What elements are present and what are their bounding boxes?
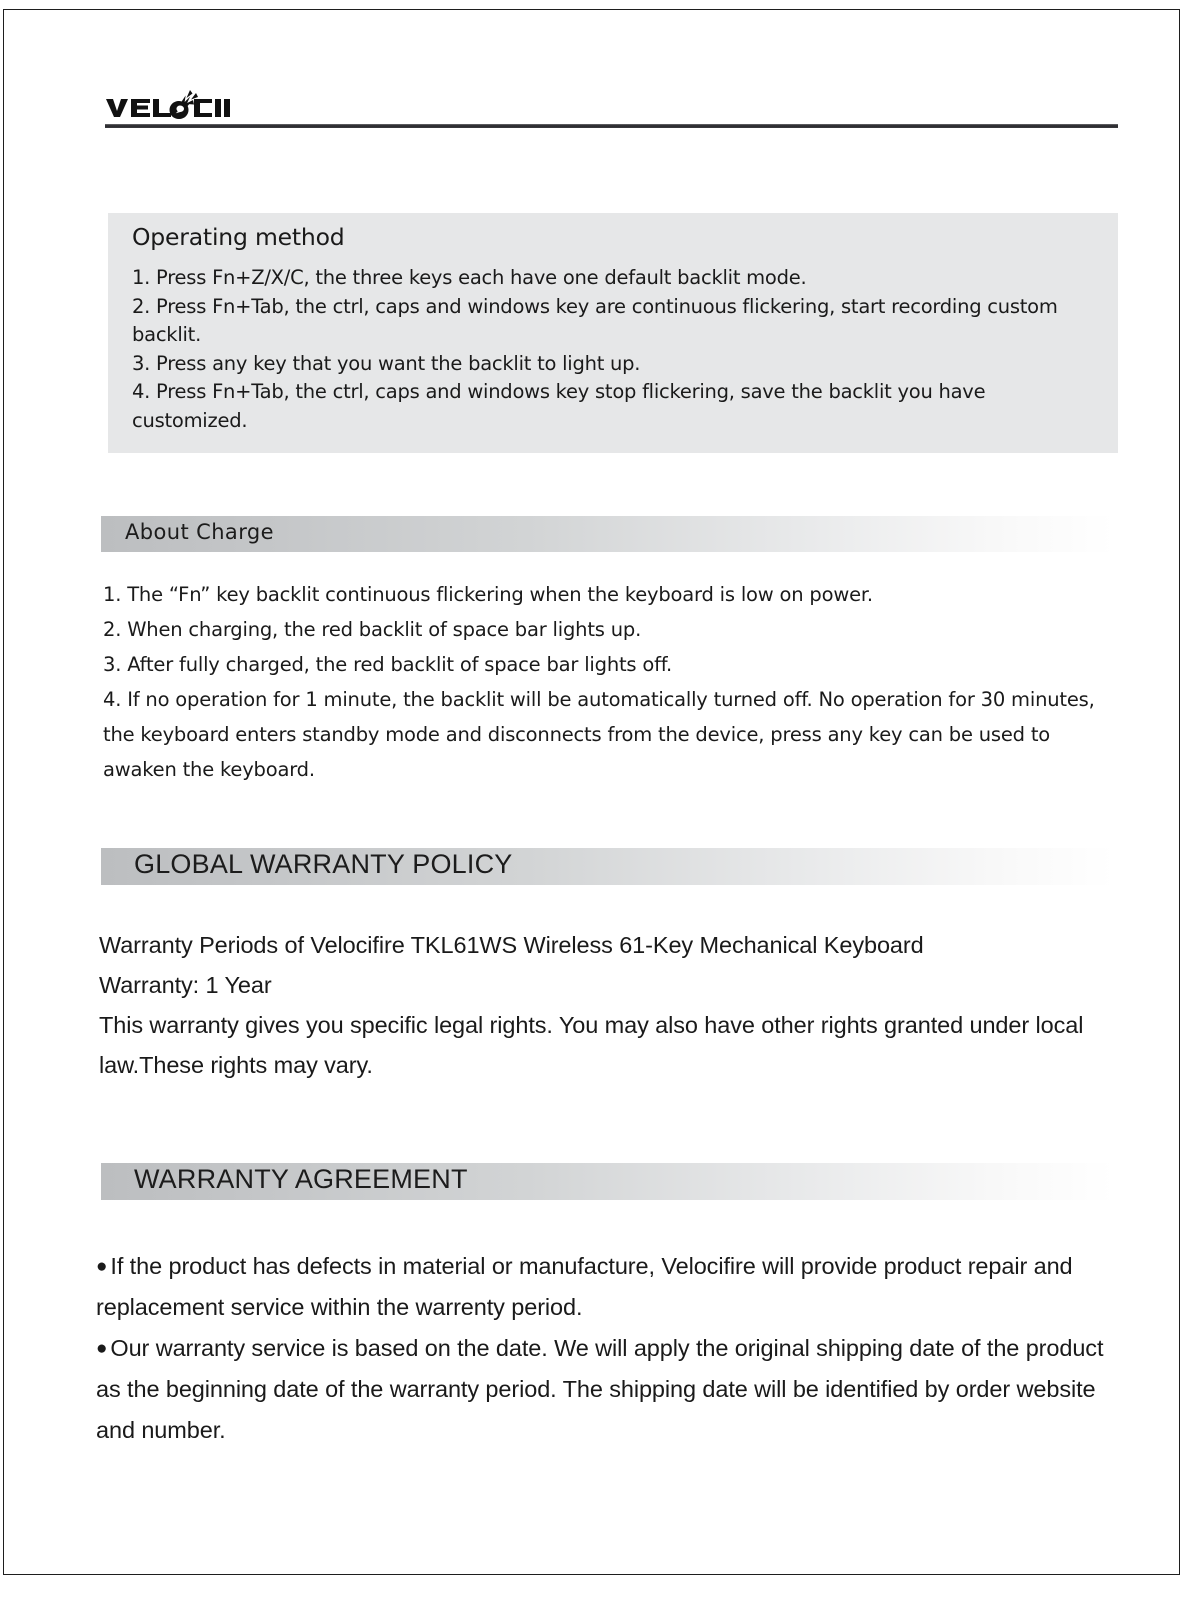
warranty-agreement-title: WARRANTY AGREEMENT [134, 1164, 468, 1194]
operating-method-body [132, 264, 1100, 435]
warranty-agreement-section-bar [101, 1163, 1114, 1200]
header-divider-rule [105, 124, 1118, 128]
operating-method-line-4: 4. Press Fn+Tab, the ctrl, caps and windows key stop flickering, save the backlit you have customized. [132, 380, 986, 432]
about-charge-title: About Charge [125, 520, 274, 544]
warranty-agreement-bullet-2 [96, 1328, 1131, 1451]
operating-method-line-3: 3. Press any key that you want the backlit to light up. [132, 351, 641, 375]
velocifire-logo [105, 86, 1118, 120]
operating-method-title: Operating method [132, 223, 345, 251]
velocifire-logo-svg [105, 86, 230, 120]
operating-method-line-1: 1. Press Fn+Z/X/C, the three keys each have one default backlit mode. [132, 266, 807, 289]
operating-method-panel [108, 213, 1118, 453]
global-warranty-policy-body [99, 925, 1129, 1085]
warranty-agreement-bullet-2-text: Our warranty service is based on the date. We will apply the original shipping date of the product as the beginning date of the warranty period. The shipping date will be identified by order website and number. [96, 1335, 1104, 1443]
policy-line-2: Warranty: 1 Year [99, 972, 272, 998]
bullet-icon: ● [96, 1338, 108, 1359]
global-warranty-policy-title: GLOBAL WARRANTY POLICY [134, 849, 513, 879]
document-page [3, 9, 1180, 1575]
warranty-agreement-bullet-1 [96, 1246, 1131, 1328]
bullet-icon: ● [96, 1256, 108, 1277]
page-header [105, 86, 1118, 120]
about-charge-section-bar [101, 516, 1114, 552]
global-warranty-policy-section-bar [101, 848, 1114, 885]
about-charge-line-2: 2. When charging, the red backlit of space bar lights up. [103, 618, 642, 641]
warranty-agreement-body [96, 1246, 1131, 1451]
policy-line-3: This warranty gives you specific legal rights. You may also have other rights granted under local law.These rights may vary. [99, 1012, 1084, 1078]
about-charge-line-4: 4. If no operation for 1 minute, the backlit will be automatically turned off. No operation for 30 minutes, the keyboard enters standby mode and disconnects from the device, press any key can be used to awaken the keyboard. [103, 688, 1095, 781]
policy-line-1: Warranty Periods of Velocifire TKL61WS Wireless 61-Key Mechanical Keyboard [99, 932, 924, 958]
about-charge-line-1: 1. The “Fn” key backlit continuous flickering when the keyboard is low on power. [103, 583, 873, 606]
operating-method-line-2: 2. Press Fn+Tab, the ctrl, caps and windows key are continuous flickering, start recording custom backlit. [132, 294, 1058, 346]
about-charge-line-3: 3. After fully charged, the red backlit of space bar lights off. [103, 653, 673, 676]
warranty-agreement-bullet-1-text: If the product has defects in material or manufacture, Velocifire will provide product repair and replacement service within the warrenty period. [96, 1253, 1073, 1320]
about-charge-body [103, 577, 1118, 787]
